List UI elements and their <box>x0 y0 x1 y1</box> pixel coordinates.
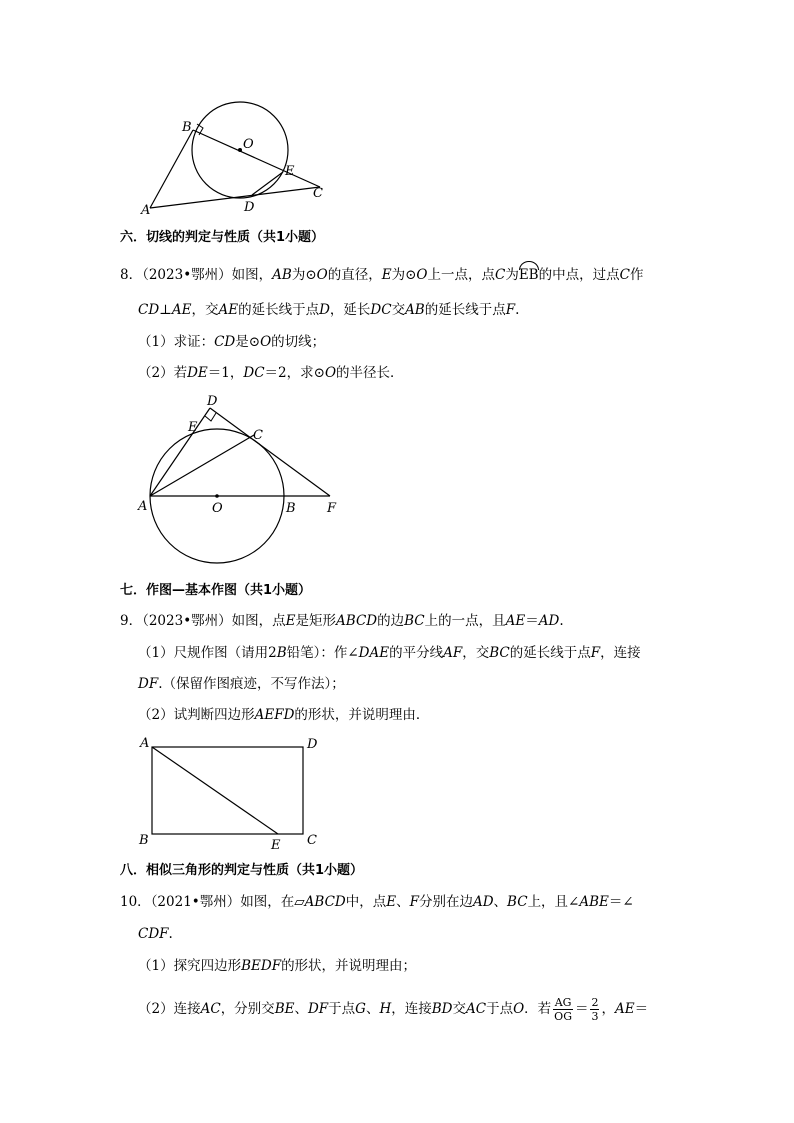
q8-arc-EB: EB <box>518 267 539 283</box>
q8-math: DC <box>370 302 392 318</box>
fig3-label-E: E <box>271 838 281 852</box>
q9-part-1 <box>138 644 641 662</box>
q8-math: E <box>381 267 392 283</box>
q9-text: （2）试判断四边形 <box>138 707 255 723</box>
q10-text: 上，且∠ <box>527 894 580 910</box>
q8-math: C <box>494 267 506 283</box>
fig1-right-angle <box>197 124 203 135</box>
q10-text: （1）探究四边形 <box>138 958 242 974</box>
q10-text: 、 <box>365 1001 380 1017</box>
q10-text: 、 <box>396 894 410 910</box>
q8-text: （2）若 <box>138 365 188 381</box>
q9-number: 9． <box>120 613 143 629</box>
q10-part-1 <box>138 957 416 975</box>
q8-math: DC <box>243 365 265 381</box>
fraction-numerator: AG <box>554 996 572 1009</box>
q10-text: 、 <box>493 894 508 910</box>
q9-text: （1）尺规作图（请用2 <box>138 645 277 661</box>
q8-text: 的半径长． <box>336 365 404 381</box>
q8-text: ＝2，求⊙ <box>264 365 325 381</box>
q10-text: ，连接 <box>391 1001 432 1017</box>
q9-text: 铅笔）：作∠ <box>286 645 359 661</box>
q9-text: .（保留作图痕迹，不写作法）； <box>158 676 345 692</box>
q10-math: BE <box>274 1001 295 1017</box>
figure-2-tangent-circle <box>135 390 350 565</box>
q8-math: CD <box>214 334 236 350</box>
q10-text: 如图，在 <box>240 894 295 910</box>
q10-part-2 <box>138 994 648 1024</box>
q10-text: . <box>168 926 173 942</box>
q10-text: （2）连接 <box>138 1001 201 1017</box>
q9-text: ，连接 <box>600 645 641 661</box>
q9-math: AEFD <box>254 707 295 723</box>
fig3-label-C: C <box>307 833 317 848</box>
q10-text: ＝ <box>634 1001 649 1017</box>
q8-text: 为 <box>505 267 519 283</box>
fig1-line-AB <box>150 130 193 208</box>
q8-math: O <box>324 365 337 381</box>
q10-text: 中，点 <box>345 894 387 910</box>
q8-text: ⊥ <box>159 302 172 318</box>
q8-text: 的直径， <box>327 267 382 283</box>
q8-line-1 <box>120 266 643 284</box>
q8-text: 作 <box>629 267 644 283</box>
q9-text: ，交 <box>462 645 490 661</box>
fig1-label-A: A <box>141 203 151 218</box>
q10-math: DF <box>307 1001 329 1017</box>
fig1-label-D: D <box>244 200 255 215</box>
fig2-label-B: B <box>286 501 296 516</box>
q10-number: 10． <box>120 894 151 910</box>
q9-math: BC <box>489 645 510 661</box>
q10-math: CDF <box>138 926 169 942</box>
q8-text: 的延长线于点 <box>238 302 320 318</box>
q9-math: DF <box>138 676 159 692</box>
q9-text: ＝ <box>525 613 539 629</box>
fig1-label-O: O <box>243 137 254 152</box>
fig2-label-E: E <box>188 420 198 435</box>
q9-math: AD <box>538 613 560 629</box>
q10-text: ．若 <box>524 1001 552 1017</box>
fig3-label-A: A <box>140 736 150 751</box>
section-8-title: 八．相似三角形的判定与性质（共1小题） <box>120 863 364 878</box>
q9-text: 如图，点 <box>231 613 286 629</box>
q8-text: 交 <box>391 302 406 318</box>
fig2-label-C: C <box>253 428 263 443</box>
q9-text: . <box>559 613 564 629</box>
q8-text: 是⊙ <box>235 334 261 350</box>
q10-text: 、 <box>294 1001 308 1017</box>
q10-math: F <box>409 894 419 910</box>
fraction-denominator: OG <box>554 1010 572 1023</box>
q8-source: （2023•鄂州） <box>142 267 232 283</box>
fig2-line-DF <box>210 408 330 496</box>
q9-text: 的平分线 <box>389 645 444 661</box>
q8-math: O <box>316 267 328 283</box>
q10-math: AD <box>472 894 494 910</box>
fig1-line-AC <box>150 187 320 208</box>
q8-math: O <box>416 267 428 283</box>
q10-math: BD <box>431 1001 453 1017</box>
fig3-line-AE <box>152 747 278 834</box>
q9-math: AE <box>505 613 526 629</box>
q10-math: O <box>513 1001 525 1017</box>
q9-part-1-cont <box>138 675 345 693</box>
q8-math: AE <box>171 302 192 318</box>
q8-text: 的延长线于点 <box>424 302 506 318</box>
fraction-denominator: 3 <box>591 1010 599 1023</box>
q9-math: BC <box>404 613 425 629</box>
q8-text: 为⊙ <box>291 267 317 283</box>
fig2-label-O: O <box>212 501 223 516</box>
q10-text: 分别在边 <box>418 894 473 910</box>
q8-text: ，延长 <box>329 302 371 318</box>
section-7-title: 七．作图—基本作图（共1小题） <box>120 583 312 598</box>
q8-text: 为⊙ <box>391 267 417 283</box>
fig3-label-B: B <box>139 833 149 848</box>
fig2-label-A: A <box>138 499 148 514</box>
fig2-center-dot <box>215 494 219 498</box>
q10-math: G <box>355 1001 366 1017</box>
q8-math: O <box>260 334 272 350</box>
q9-math: F <box>590 645 601 661</box>
q9-text: 上的一点，且 <box>424 613 506 629</box>
q8-math: CD <box>138 302 160 318</box>
fig2-label-F: F <box>327 501 337 516</box>
q10-math: E <box>386 894 397 910</box>
q10-text: 交 <box>452 1001 466 1017</box>
q8-line-2 <box>138 301 519 319</box>
q8-text: 如图， <box>231 267 273 283</box>
fig1-line-BC <box>193 130 320 187</box>
q8-math: AB <box>405 302 425 318</box>
q8-text: 上一点，点 <box>427 267 495 283</box>
fig2-right-angle <box>205 413 216 421</box>
q10-math: ABE <box>579 894 609 910</box>
q9-source: （2023•鄂州） <box>142 613 232 629</box>
q10-line-2 <box>138 925 173 943</box>
q9-math: AF <box>443 645 463 661</box>
q10-source: （2021•鄂州） <box>150 894 241 910</box>
q9-math: E <box>285 613 296 629</box>
q10-text: ＝ <box>574 1001 589 1017</box>
q10-math: AC <box>466 1001 487 1017</box>
q9-text: 是矩形 <box>295 613 337 629</box>
q10-text: ， <box>601 1001 615 1017</box>
q10-math: BEDF <box>241 958 282 974</box>
q8-text: . <box>515 302 520 318</box>
q9-text: 的形状，并说明理由． <box>294 707 430 723</box>
q8-math: F <box>505 302 516 318</box>
fraction-AG-OG <box>553 996 573 1023</box>
fraction-numerator: 2 <box>591 996 599 1009</box>
q10-text: 于点 <box>328 1001 356 1017</box>
q9-text: 的边 <box>377 613 405 629</box>
q10-line-1 <box>120 893 634 911</box>
fig1-center-dot <box>238 148 242 152</box>
q9-part-2 <box>138 706 429 724</box>
q10-text: 于点 <box>486 1001 514 1017</box>
q10-math: BC <box>507 894 528 910</box>
q8-text: 的中点，过点 <box>538 267 620 283</box>
fig2-line-AC <box>150 435 254 496</box>
q8-text: ，交 <box>191 302 219 318</box>
q10-math: H <box>379 1001 392 1017</box>
q8-math: D <box>319 302 330 318</box>
q8-number: 8． <box>120 267 143 283</box>
q10-math: AE <box>614 1001 635 1017</box>
q9-text: 的延长线于点 <box>509 645 591 661</box>
q9-math: B <box>276 645 287 661</box>
q9-line-1 <box>120 612 564 630</box>
q8-text: （1）求证： <box>138 334 215 350</box>
q8-math: DE <box>187 365 208 381</box>
section-6-title: 六．切线的判定与性质（共1小题） <box>120 230 325 245</box>
q10-text: ＝∠ <box>608 894 634 910</box>
q10-math: ABCD <box>304 894 346 910</box>
q10-text: ，分别交 <box>220 1001 275 1017</box>
fig2-line-AD <box>150 408 210 496</box>
q10-text: 的形状，并说明理由； <box>281 958 417 974</box>
q8-math: AE <box>218 302 239 318</box>
q10-math: AC <box>200 1001 221 1017</box>
q8-text: ＝1， <box>207 365 244 381</box>
fig3-label-D: D <box>307 737 318 752</box>
figure-3-rectangle <box>135 732 325 852</box>
q8-math: C <box>619 267 630 283</box>
q8-part-2 <box>138 364 404 382</box>
q8-text: 的切线； <box>271 334 326 350</box>
fig1-label-C: C <box>313 186 323 201</box>
fig2-label-D: D <box>207 394 218 409</box>
parallelogram-symbol: ▱ <box>294 894 305 910</box>
q8-math: AB <box>272 267 292 283</box>
q9-math: ABCD <box>336 613 378 629</box>
fig1-label-B: B <box>182 120 192 135</box>
q9-math: DAE <box>358 645 390 661</box>
fraction-2-3 <box>590 996 599 1023</box>
fig1-label-E: E <box>285 164 295 179</box>
q8-part-1 <box>138 333 325 351</box>
figure-1-circle-tangent <box>130 95 350 220</box>
fig3-rectangle-ABCD <box>152 747 303 834</box>
